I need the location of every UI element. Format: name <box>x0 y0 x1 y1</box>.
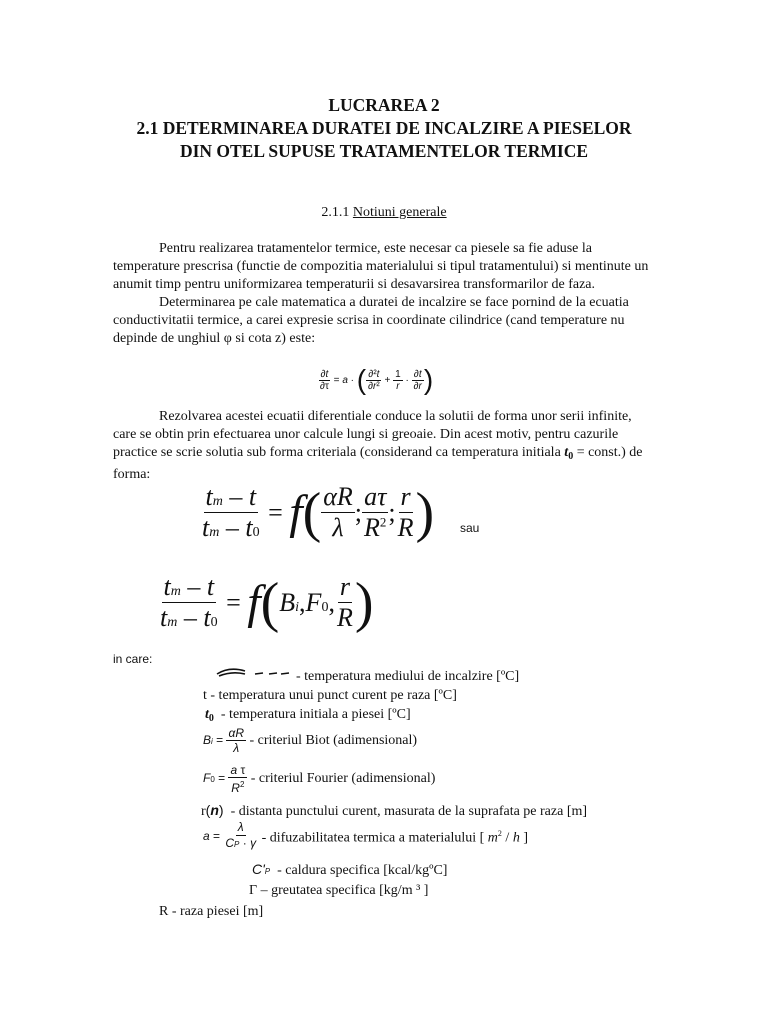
definition-r: r(n) - distanta punctului curent, masurata de la suprafata pe raza [m] <box>201 802 588 819</box>
definition-tm: - temperatura mediului de incalzire [ºC] <box>296 669 520 684</box>
definition-bi: Bi = $\frac{\alpha R}{\lambda}$ - criteriul Biot (adimensional) <box>203 726 418 755</box>
paragraph-2: Determinarea pe cale matematica a duratei de incalzire se face pornind de la ecuatia conductivitatii termice, a carei expresie scrisa in coordinate cilindrice (cand temperature nu depinde de unghiul φ si cota z) este: <box>113 295 629 346</box>
heat-equation: $\frac{\partial t}{\partial\tau}$ = a · ( $\frac{\text{∂²t}}{\text{∂r²}}$ + $\frac{1}{r}$ · $\frac{\partial t}{\partial r}$ ) <box>320 364 434 395</box>
body-text-block <box>113 240 658 348</box>
paragraph-3: Rezolvarea acestei ecuatii diferentiale conduce la solutii de forma unor serii infinite, care se obtin prin efectuarea unor calcule lungi si greoaie. Din acest motiv, pentru cazurile practice se scrie solutia sub forma criteriala (considerand ca temperatura initiala $t_0$ = const.) de forma: <box>113 409 643 482</box>
definition-t: t - temperatura unui punct curent pe raza [ºC] <box>203 688 457 703</box>
tm-symbol-scribble-icon <box>215 666 291 680</box>
definition-gamma: Γ – greutatea specifica [kg/m ³ ] <box>249 883 429 898</box>
criterial-equation-2: $\frac{tm - t}{tm - t0}$ = f ( Bi,F0, $\frac{r}{R}$ ) <box>160 571 374 634</box>
paragraph-3-block <box>113 408 658 484</box>
section-heading <box>0 205 768 221</box>
page-title-line2: 2.1 DETERMINAREA DURATEI DE INCALZIRE A PIESELOR <box>136 118 632 138</box>
definition-cp: C'P - caldura specifica [kcal/kgºC] <box>252 861 448 878</box>
sau-label: sau <box>460 521 480 535</box>
page-title-line3: DIN OTEL SUPUSE TRATAMENTELOR TERMICE <box>179 141 589 161</box>
criterial-equation-1: $\frac{tm - t}{tm - t0}$ = f ( $\frac{\alpha R}{\lambda}$ ; $\frac{a\tau}{R^2}$ ; $\frac{r}{R}$ ) <box>202 481 435 544</box>
definition-f0: F0 = $\frac{\text{a τ}}{R^2}$ - criteriul Fourier (adimensional) <box>203 763 436 795</box>
in-care-label: in care: <box>113 652 153 666</box>
section-name: Notiuni generale <box>352 205 447 220</box>
definition-t0: $t_0$ - temperatura initiala a piesei [ºC] <box>205 707 411 724</box>
definition-a: a = $\frac{\lambda}{CP \cdot \gamma}$ - difuzabilitatea termica a materialului [ $m^2$ / h ] <box>203 820 528 850</box>
page-title-line1: LUCRAREA 2 <box>328 95 440 115</box>
definition-R: R - raza piesei [m] <box>159 904 264 919</box>
paragraph-1: Pentru realizarea tratamentelor termice, este necesar ca piesele sa fie aduse la temperature prescrisa (functie de compozitia materialului si tipul tratamentului) si mentinute un anumit timp pentru uniformizarea temperaturii si desavarsirea transformarilor de faza. <box>113 241 649 292</box>
section-number: 2.1.1 <box>321 205 350 220</box>
